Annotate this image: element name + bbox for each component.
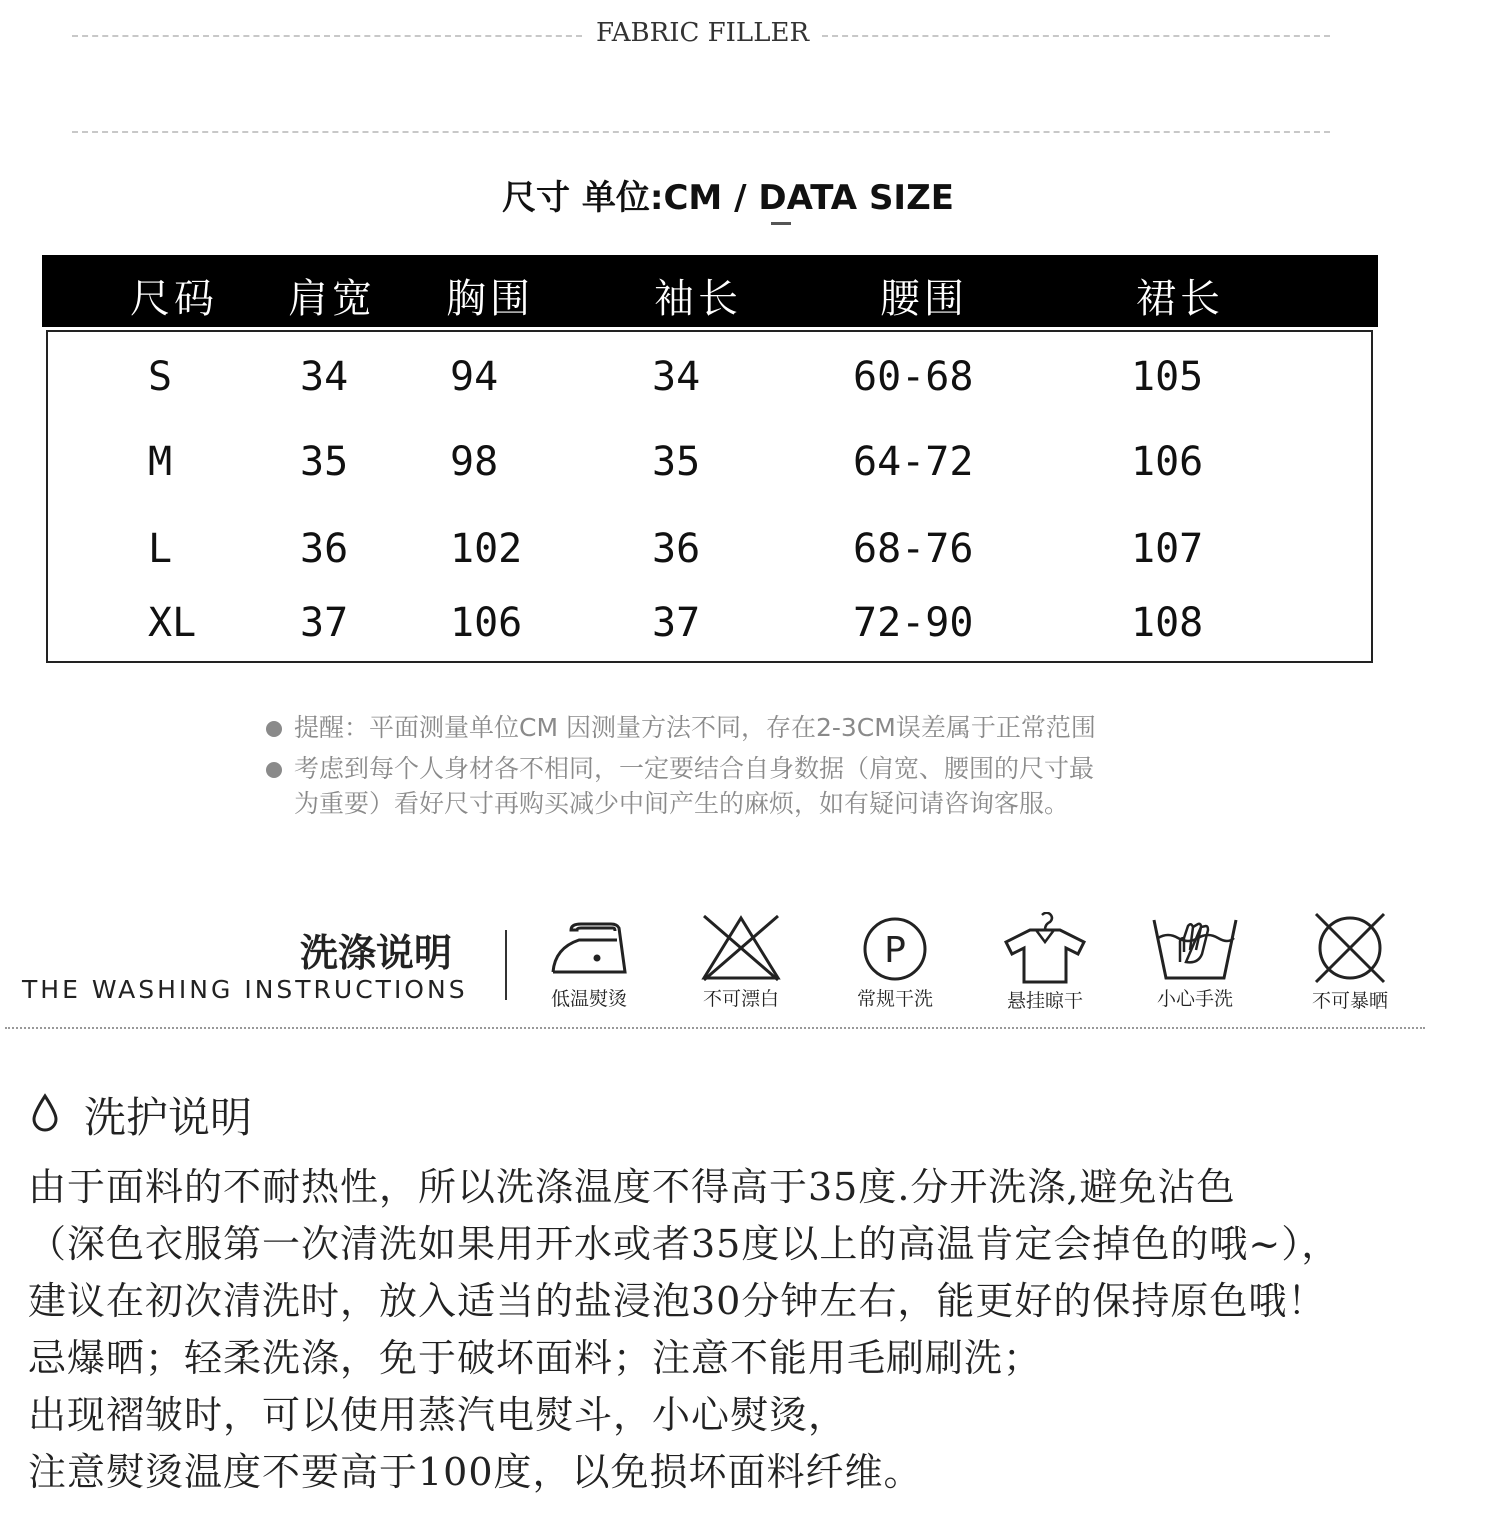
- washing-divider: [505, 930, 507, 1000]
- svg-text:P: P: [884, 930, 906, 971]
- no-bleach-icon: [698, 912, 784, 982]
- table-cell: 72-90: [853, 600, 974, 646]
- fabric-filler-title: FABRIC FILLER: [595, 18, 810, 48]
- table-cell: 94: [450, 354, 499, 400]
- care-item-no-bleach: [686, 912, 796, 1011]
- washing-title-cn: 洗涤说明: [300, 931, 453, 975]
- table-cell: 35: [300, 439, 349, 485]
- care-heading: 洗护说明: [84, 1093, 253, 1142]
- column-header-length: 裙长: [1136, 276, 1224, 322]
- care-label: 低温熨烫: [550, 988, 627, 1010]
- care-line-4: 忌爆晒；轻柔洗涤，免于破坏面料；注意不能用毛刷刷洗；: [28, 1336, 1043, 1380]
- care-line-5: 出现褶皱时，可以使用蒸汽电熨斗，小心熨烫，: [28, 1393, 848, 1437]
- no-tumble-dry-icon: [1310, 912, 1390, 984]
- table-cell: 37: [652, 600, 701, 646]
- care-line-3: 建议在初次清洗时，放入适当的盐浸泡30分钟左右，能更好的保持原色哦！: [28, 1279, 1327, 1323]
- header-dashed-line-right: [822, 35, 1330, 37]
- care-label: 不可暴晒: [1311, 990, 1388, 1012]
- size-table-body: [46, 330, 1373, 663]
- washing-title-en: THE WASHING INSTRUCTIONS: [22, 975, 468, 1004]
- column-header-size: 尺码: [130, 276, 218, 322]
- care-item-hang-dry: [990, 912, 1100, 1013]
- header-dashed-line-left: [72, 35, 582, 37]
- table-cell: 106: [450, 600, 523, 646]
- bullet-dot: [266, 762, 282, 778]
- note-line-1: 提醒：平面测量单位CM 因测量方法不同，存在2-3CM误差属于正常范围: [294, 713, 1096, 742]
- section-dashed-line: [72, 131, 1330, 133]
- column-header-waist: 腰围: [880, 276, 968, 322]
- note-line-2b: 为重要）看好尺寸再购买减少中间产生的麻烦，如有疑问请咨询客服。: [294, 789, 1070, 818]
- care-item-no-tumble-dry: [1295, 912, 1405, 1013]
- size-section-title: 尺寸 单位:CM / DATA SIZE: [502, 178, 954, 218]
- care-line-1: 由于面料的不耐热性，所以洗涤温度不得高于35度.分开洗涤,避免沾色: [28, 1165, 1236, 1209]
- column-header-shoulder: 肩宽: [288, 276, 376, 322]
- size-table-header: [42, 255, 1378, 327]
- hand-wash-icon: [1150, 912, 1240, 982]
- care-line-2: （深色衣服第一次清洗如果用开水或者35度以上的高温肯定会掉色的哦~），: [28, 1222, 1341, 1266]
- table-cell: 60-68: [853, 354, 974, 400]
- care-label: 常规干洗: [856, 988, 933, 1010]
- table-cell: 98: [450, 439, 499, 485]
- title-underline: [771, 222, 791, 225]
- table-cell: 35: [652, 439, 701, 485]
- table-cell: 102: [450, 526, 523, 572]
- table-cell: S: [148, 354, 173, 400]
- care-line-6: 注意熨烫温度不要高于100度，以免损坏面料纤维。: [28, 1450, 923, 1494]
- table-cell: 108: [1131, 600, 1204, 646]
- care-label: 小心手洗: [1156, 988, 1233, 1010]
- table-cell: L: [148, 526, 173, 572]
- table-cell: 34: [300, 354, 349, 400]
- table-cell: 68-76: [853, 526, 974, 572]
- care-label: 不可漂白: [702, 988, 779, 1010]
- table-cell: 36: [652, 526, 701, 572]
- bullet-dot: [266, 721, 282, 737]
- table-cell: 107: [1131, 526, 1204, 572]
- column-header-bust: 胸围: [446, 276, 534, 322]
- care-item-iron: [534, 912, 644, 1011]
- care-label: 悬挂晾干: [1006, 990, 1083, 1012]
- care-item-hand-wash: [1140, 912, 1250, 1011]
- hang-dry-icon: [1000, 912, 1090, 984]
- dry-clean-p-icon: [857, 912, 933, 982]
- table-cell: 37: [300, 600, 349, 646]
- section-dotted-line: [5, 1027, 1425, 1029]
- table-cell: 105: [1131, 354, 1204, 400]
- column-header-sleeve: 袖长: [654, 276, 742, 322]
- table-cell: M: [148, 439, 173, 485]
- table-cell: XL: [148, 600, 197, 646]
- care-item-dry-clean: [840, 912, 950, 1011]
- table-cell: 106: [1131, 439, 1204, 485]
- table-cell: 64-72: [853, 439, 974, 485]
- note-line-2a: 考虑到每个人身材各不相同，一定要结合自身数据（肩宽、腰围的尺寸最: [294, 754, 1095, 783]
- table-cell: 36: [300, 526, 349, 572]
- water-drop-icon: [30, 1093, 60, 1133]
- low-temp-iron-icon: [541, 912, 637, 982]
- table-cell: 34: [652, 354, 701, 400]
